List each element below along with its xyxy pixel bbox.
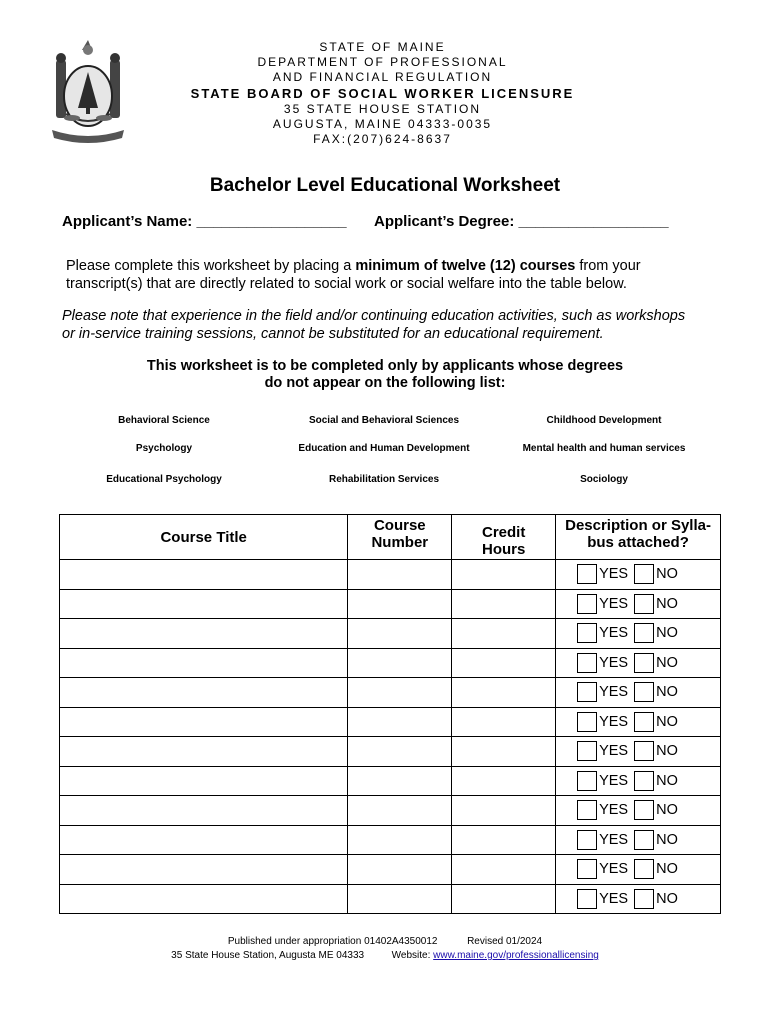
credit-hours-cell[interactable] [452, 707, 556, 737]
syllabus-attached-cell [556, 796, 721, 826]
syllabus-attached-cell [556, 707, 721, 737]
note-line-2: or in-service training sessions, cannot be substituted for an educational requirement. [62, 326, 604, 342]
no-label: NO [656, 566, 678, 583]
yes-label: YES [599, 831, 629, 848]
footer-address-line [0, 950, 770, 961]
degree-item: Social and Behavioral Sciences [308, 415, 460, 426]
no-label: NO [656, 625, 678, 642]
course-title-cell[interactable] [60, 884, 348, 914]
course-title-cell[interactable] [60, 589, 348, 619]
table-row [60, 825, 721, 855]
no-label: NO [656, 684, 678, 701]
yes-checkbox[interactable] [577, 889, 597, 909]
instructions-text-b: from your [575, 258, 641, 274]
footer-appropriation: Published under appropriation 01402A4350012 [227, 936, 438, 947]
no-label: NO [656, 861, 678, 878]
header-department: DEPARTMENT OF PROFESSIONAL [257, 55, 508, 69]
table-row [60, 766, 721, 796]
course-title-cell[interactable] [60, 796, 348, 826]
no-label: NO [656, 743, 678, 760]
course-number-cell[interactable] [348, 560, 452, 590]
syllabus-attached-cell [556, 619, 721, 649]
credit-hours-cell[interactable] [452, 796, 556, 826]
course-title-cell[interactable] [60, 560, 348, 590]
yes-label: YES [599, 713, 629, 730]
no-label: NO [656, 595, 678, 612]
list-intro-line-1: This worksheet is to be completed only by applicants whose degrees [146, 358, 624, 374]
no-checkbox[interactable] [634, 889, 654, 909]
course-title-cell[interactable] [60, 707, 348, 737]
degree-item: Sociology [580, 474, 628, 485]
yes-label: YES [599, 654, 629, 671]
syllabus-attached-cell [556, 766, 721, 796]
yes-label: YES [599, 890, 629, 907]
degree-item: Mental health and human services [522, 443, 686, 454]
syllabus-attached-cell [556, 678, 721, 708]
yes-checkbox[interactable] [577, 623, 597, 643]
header-station: 35 STATE HOUSE STATION [283, 102, 482, 116]
syllabus-attached-cell [556, 855, 721, 885]
syllabus-attached-cell [556, 589, 721, 619]
no-checkbox[interactable] [634, 830, 654, 850]
yes-checkbox[interactable] [577, 771, 597, 791]
no-label: NO [656, 831, 678, 848]
col-course-number [348, 515, 452, 560]
instructions-paragraph [66, 257, 716, 293]
note-line-1: Please note that experience in the field and/or continuing education activities, such as workshops [62, 308, 686, 324]
syllabus-attached-cell [556, 560, 721, 590]
col-desc-label-1: Description or Sylla- [565, 517, 711, 534]
yes-label: YES [599, 743, 629, 760]
header-board: STATE BOARD OF SOCIAL WORKER LICENSURE [190, 86, 575, 101]
table-row [60, 855, 721, 885]
header-department-2: AND FINANCIAL REGULATION [272, 70, 493, 84]
course-title-cell[interactable] [60, 648, 348, 678]
no-checkbox[interactable] [634, 800, 654, 820]
course-title-cell[interactable] [60, 678, 348, 708]
col-course-title-label: Course Title [160, 528, 247, 546]
degree-item: Educational Psychology [106, 474, 222, 485]
syllabus-attached-cell [556, 648, 721, 678]
table-row [60, 589, 721, 619]
credit-hours-cell[interactable] [452, 560, 556, 590]
credit-hours-cell[interactable] [452, 737, 556, 767]
course-title-cell[interactable] [60, 766, 348, 796]
instructions-text-c: transcript(s) that are directly related to social work or social welfare into the table below. [66, 276, 627, 292]
yes-label: YES [599, 625, 629, 642]
table-row [60, 737, 721, 767]
course-number-cell[interactable] [348, 589, 452, 619]
footer-website-label: Website: [391, 950, 431, 961]
credit-hours-cell[interactable] [452, 678, 556, 708]
syllabus-attached-cell [556, 737, 721, 767]
yes-label: YES [599, 595, 629, 612]
credit-hours-cell[interactable] [452, 648, 556, 678]
syllabus-attached-cell [556, 884, 721, 914]
yes-checkbox[interactable] [577, 682, 597, 702]
header-city: AUGUSTA, MAINE 04333-0035 [272, 117, 493, 131]
no-label: NO [656, 654, 678, 671]
yes-checkbox[interactable] [577, 564, 597, 584]
course-number-cell[interactable] [348, 648, 452, 678]
no-checkbox[interactable] [634, 653, 654, 673]
credit-hours-cell[interactable] [452, 855, 556, 885]
applicant-name-field[interactable]: Applicant’s Name: __________________ [62, 213, 347, 230]
course-number-cell[interactable] [348, 619, 452, 649]
no-label: NO [656, 772, 678, 789]
course-number-cell[interactable] [348, 884, 452, 914]
no-checkbox[interactable] [634, 771, 654, 791]
course-title-cell[interactable] [60, 855, 348, 885]
page-title: Bachelor Level Educational Worksheet [209, 175, 561, 196]
yes-checkbox[interactable] [577, 830, 597, 850]
col-course-title [60, 515, 348, 560]
course-number-cell[interactable] [348, 678, 452, 708]
degree-item: Behavioral Science [118, 415, 210, 426]
table-row [60, 560, 721, 590]
yes-label: YES [599, 802, 629, 819]
credit-hours-cell[interactable] [452, 884, 556, 914]
table-row [60, 648, 721, 678]
no-checkbox[interactable] [634, 682, 654, 702]
col-credit-label-2: Hours [482, 541, 526, 558]
credit-hours-cell[interactable] [452, 766, 556, 796]
footer-website-link[interactable]: www.maine.gov/professionallicensing [433, 950, 599, 961]
col-description [556, 515, 721, 560]
credit-hours-cell[interactable] [452, 589, 556, 619]
course-table [59, 514, 721, 914]
applicant-degree-field[interactable]: Applicant’s Degree: __________________ [374, 213, 669, 230]
substitution-note [62, 307, 732, 343]
list-intro [0, 358, 770, 392]
course-number-cell[interactable] [348, 825, 452, 855]
syllabus-attached-cell [556, 825, 721, 855]
no-checkbox[interactable] [634, 594, 654, 614]
table-header-row [60, 515, 721, 560]
yes-label: YES [599, 772, 629, 789]
col-credit-label-1: Credit [482, 524, 526, 541]
course-number-cell[interactable] [348, 707, 452, 737]
table-row [60, 796, 721, 826]
table-row [60, 678, 721, 708]
course-title-cell[interactable] [60, 737, 348, 767]
course-number-cell[interactable] [348, 737, 452, 767]
no-label: NO [656, 713, 678, 730]
yes-checkbox[interactable] [577, 594, 597, 614]
table-row [60, 619, 721, 649]
yes-label: YES [599, 861, 629, 878]
no-checkbox[interactable] [634, 741, 654, 761]
instructions-minimum: minimum of twelve (12) courses [355, 258, 576, 274]
course-title-cell[interactable] [60, 825, 348, 855]
maine-state-seal [42, 38, 134, 148]
header-state: STATE OF MAINE [319, 40, 446, 54]
degree-item: Psychology [135, 443, 193, 454]
yes-checkbox[interactable] [577, 741, 597, 761]
no-checkbox[interactable] [634, 564, 654, 584]
footer-published-line [0, 936, 770, 947]
yes-label: YES [599, 566, 629, 583]
yes-checkbox[interactable] [577, 859, 597, 879]
col-desc-label-2: bus attached? [587, 534, 689, 551]
no-label: NO [656, 802, 678, 819]
no-checkbox[interactable] [634, 712, 654, 732]
course-number-cell[interactable] [348, 766, 452, 796]
yes-checkbox[interactable] [577, 653, 597, 673]
no-label: NO [656, 890, 678, 907]
course-number-cell[interactable] [348, 855, 452, 885]
degree-item: Childhood Development [546, 415, 662, 426]
footer-address: 35 State House Station, Augusta ME 04333 [171, 950, 365, 961]
table-row [60, 884, 721, 914]
instructions-text-a: Please complete this worksheet by placing a [66, 258, 356, 274]
yes-checkbox[interactable] [577, 800, 597, 820]
yes-label: YES [599, 684, 629, 701]
footer-revised: Revised 01/2024 [467, 936, 543, 947]
credit-hours-cell[interactable] [452, 619, 556, 649]
col-credit-hours [452, 515, 556, 560]
no-checkbox[interactable] [634, 623, 654, 643]
degree-item: Rehabilitation Services [328, 474, 440, 485]
credit-hours-cell[interactable] [452, 825, 556, 855]
course-number-cell[interactable] [348, 796, 452, 826]
table-row [60, 707, 721, 737]
yes-checkbox[interactable] [577, 712, 597, 732]
col-course-number-label-1: Course [373, 517, 426, 534]
header-fax: FAX:(207)624-8637 [313, 132, 452, 146]
col-course-number-label-2: Number [371, 534, 429, 551]
no-checkbox[interactable] [634, 859, 654, 879]
list-intro-line-2: do not appear on the following list: [264, 375, 506, 391]
degree-item: Education and Human Development [298, 443, 470, 454]
course-title-cell[interactable] [60, 619, 348, 649]
